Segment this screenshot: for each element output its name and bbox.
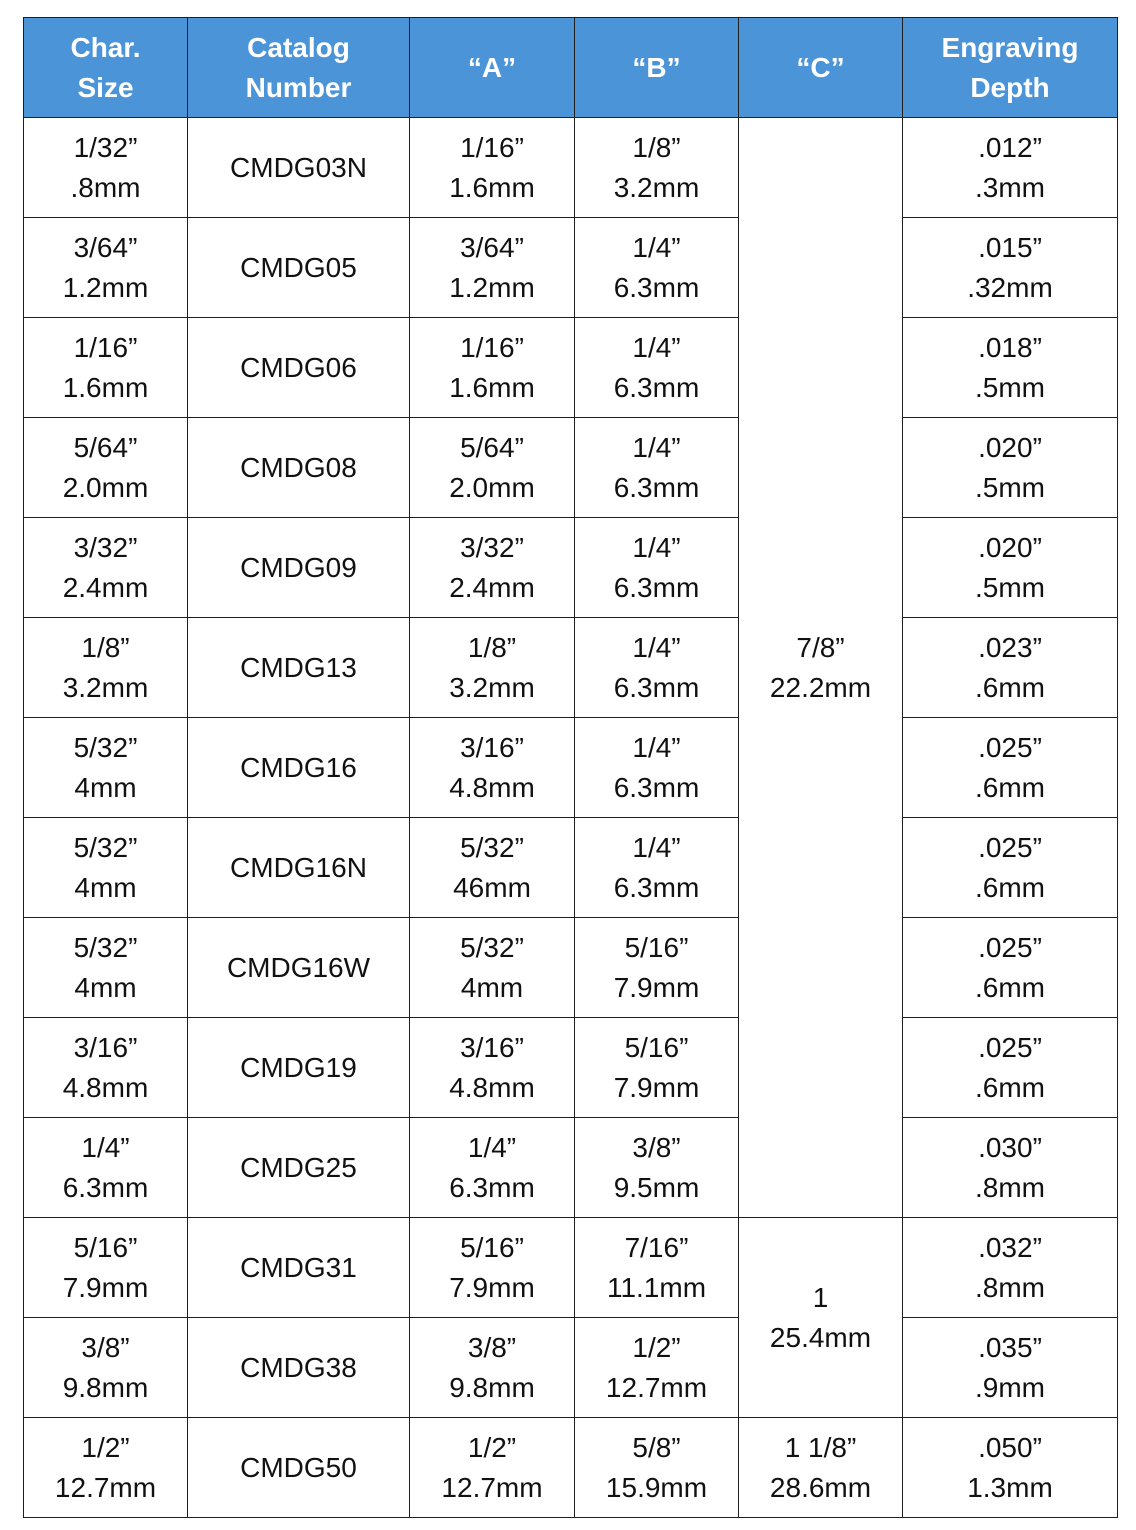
b-cell-line: 9.5mm bbox=[613, 1171, 700, 1203]
char-size-cell bbox=[24, 718, 188, 818]
engraving-depth-cell-line: .023” bbox=[978, 631, 1042, 663]
a-cell bbox=[410, 1018, 575, 1118]
char-size-cell-line: 3/16” bbox=[73, 1031, 138, 1063]
a-cell-line: 1/16” bbox=[460, 331, 524, 363]
header-text: “B” bbox=[632, 51, 681, 83]
a-cell bbox=[410, 718, 575, 818]
b-cell-line: 5/16” bbox=[624, 931, 689, 963]
char-size-cell bbox=[24, 918, 188, 1018]
b-cell bbox=[575, 1318, 739, 1418]
engraving-depth-cell bbox=[903, 118, 1118, 218]
a-cell bbox=[410, 118, 575, 218]
engraving-depth-cell bbox=[903, 818, 1118, 918]
catalog-number: CMDG05 bbox=[240, 251, 357, 283]
catalog-number: CMDG25 bbox=[240, 1151, 357, 1183]
c-cell-line: 7/8” bbox=[796, 631, 845, 663]
table-row bbox=[24, 1318, 1118, 1418]
engraving-depth-cell-line: .050” bbox=[978, 1431, 1042, 1463]
table-row bbox=[24, 418, 1118, 518]
b-cell-line: 1/4” bbox=[632, 331, 681, 363]
a-cell-line: 1.2mm bbox=[449, 271, 535, 303]
catalog-number-cell bbox=[188, 118, 410, 218]
a-cell bbox=[410, 1318, 575, 1418]
char-size-cell-line: 5/32” bbox=[73, 731, 138, 763]
a-cell bbox=[410, 1418, 575, 1518]
char-size-cell-line: 3.2mm bbox=[62, 671, 149, 703]
char-size-cell-line: 2.0mm bbox=[62, 471, 149, 503]
a-cell-line: 1.6mm bbox=[449, 371, 535, 403]
a-cell bbox=[410, 918, 575, 1018]
a-cell-line: 3/16” bbox=[460, 1031, 524, 1063]
engraving-depth-cell bbox=[903, 1218, 1118, 1318]
a-cell-line: 1/2” bbox=[467, 1431, 517, 1463]
b-cell bbox=[575, 518, 739, 618]
b-cell bbox=[575, 318, 739, 418]
a-cell-line: 2.0mm bbox=[449, 471, 535, 503]
engraving-depth-cell-line: .018” bbox=[978, 331, 1042, 363]
char-size-cell-line: 9.8mm bbox=[62, 1371, 149, 1403]
catalog-number: CMDG06 bbox=[240, 351, 357, 383]
char-size-cell-line: 5/64” bbox=[73, 431, 138, 463]
engraving-depth-cell bbox=[903, 1318, 1118, 1418]
b-cell-line: 1/4” bbox=[632, 231, 681, 263]
b-cell-line: 7.9mm bbox=[613, 1071, 700, 1103]
engraving-depth-cell-line: .015” bbox=[978, 231, 1042, 263]
char-size-cell-line: 1/8” bbox=[81, 631, 130, 663]
engraving-depth-cell-line: .025” bbox=[978, 1031, 1042, 1063]
engraving-depth-cell-line: .6mm bbox=[975, 1071, 1045, 1103]
table-row bbox=[24, 1418, 1118, 1518]
b-cell-line: 12.7mm bbox=[605, 1371, 708, 1403]
catalog-number-cell bbox=[188, 818, 410, 918]
a-cell-line: 3/16” bbox=[460, 731, 524, 763]
b-cell-line: 6.3mm bbox=[613, 671, 700, 703]
a-cell-line: 5/32” bbox=[460, 831, 524, 863]
a-cell bbox=[410, 518, 575, 618]
b-cell-line: 6.3mm bbox=[613, 271, 700, 303]
b-cell bbox=[575, 718, 739, 818]
a-cell-line: 5/16” bbox=[460, 1231, 524, 1263]
char-size-cell-line: 1.6mm bbox=[62, 371, 149, 403]
catalog-number: CMDG31 bbox=[240, 1251, 357, 1283]
header-a bbox=[410, 18, 575, 118]
c-cell bbox=[739, 118, 903, 1218]
table-row bbox=[24, 318, 1118, 418]
char-size-cell bbox=[24, 1418, 188, 1518]
char-size-cell-line: 5/16” bbox=[73, 1231, 138, 1263]
b-cell bbox=[575, 118, 739, 218]
char-size-cell bbox=[24, 618, 188, 718]
a-cell-line: 3.2mm bbox=[449, 671, 535, 703]
char-size-cell bbox=[24, 1018, 188, 1118]
a-cell-line: 2.4mm bbox=[449, 571, 535, 603]
engraving-depth-cell bbox=[903, 1018, 1118, 1118]
engraving-depth-cell-line: .020” bbox=[978, 431, 1042, 463]
char-size-cell-line: 5/32” bbox=[73, 931, 138, 963]
table-row bbox=[24, 1018, 1118, 1118]
catalog-number-cell bbox=[188, 718, 410, 818]
engraving-depth-cell-line: .030” bbox=[978, 1131, 1042, 1163]
table-body bbox=[24, 118, 1118, 1518]
engraving-depth-cell bbox=[903, 418, 1118, 518]
char-size-cell-line: 4mm bbox=[74, 971, 137, 1003]
b-cell-line: 15.9mm bbox=[605, 1471, 708, 1503]
c-cell-line: 28.6mm bbox=[769, 1471, 872, 1503]
header-text: Depth bbox=[970, 71, 1050, 103]
table-row bbox=[24, 118, 1118, 218]
a-cell bbox=[410, 818, 575, 918]
a-cell-line: 5/64” bbox=[460, 431, 524, 463]
engraving-depth-cell bbox=[903, 1418, 1118, 1518]
a-cell-line: 1/4” bbox=[467, 1131, 517, 1163]
char-size-cell-line: 4mm bbox=[74, 771, 137, 803]
catalog-number-cell bbox=[188, 418, 410, 518]
b-cell-line: 6.3mm bbox=[613, 571, 700, 603]
engraving-depth-cell bbox=[903, 718, 1118, 818]
char-size-cell-line: 1/4” bbox=[81, 1131, 130, 1163]
c-cell-line: 25.4mm bbox=[769, 1321, 872, 1353]
header-text: “C” bbox=[796, 51, 845, 83]
a-cell-line: 3/8” bbox=[467, 1331, 517, 1363]
engraving-depth-cell-line: .020” bbox=[978, 531, 1042, 563]
c-cell-line: 1 bbox=[812, 1281, 829, 1313]
header-c bbox=[739, 18, 903, 118]
catalog-number: CMDG16 bbox=[240, 751, 357, 783]
char-size-cell-line: 6.3mm bbox=[62, 1171, 149, 1203]
c-cell-line: 1 1/8” bbox=[784, 1431, 857, 1463]
b-cell-line: 7.9mm bbox=[613, 971, 700, 1003]
catalog-number-cell bbox=[188, 318, 410, 418]
catalog-number-cell bbox=[188, 1218, 410, 1318]
header-row bbox=[24, 18, 1118, 118]
engraving-depth-cell-line: .6mm bbox=[975, 671, 1045, 703]
a-cell-line: 4.8mm bbox=[449, 771, 535, 803]
char-size-cell bbox=[24, 1118, 188, 1218]
char-size-cell bbox=[24, 318, 188, 418]
engraving-depth-cell-line: .8mm bbox=[975, 1171, 1045, 1203]
table-row bbox=[24, 518, 1118, 618]
char-size-cell-line: .8mm bbox=[70, 171, 141, 203]
a-cell-line: 7.9mm bbox=[449, 1271, 535, 1303]
header-text: Catalog bbox=[247, 31, 350, 63]
char-size-cell-line: 5/32” bbox=[73, 831, 138, 863]
char-size-cell bbox=[24, 118, 188, 218]
engraving-depth-cell-line: .012” bbox=[978, 131, 1042, 163]
header-engraving-depth bbox=[903, 18, 1118, 118]
engraving-depth-cell-line: .6mm bbox=[975, 971, 1045, 1003]
a-cell bbox=[410, 1118, 575, 1218]
a-cell-line: 4.8mm bbox=[449, 1071, 535, 1103]
b-cell bbox=[575, 618, 739, 718]
a-cell bbox=[410, 1218, 575, 1318]
engraving-depth-cell bbox=[903, 318, 1118, 418]
catalog-number: CMDG08 bbox=[240, 451, 357, 483]
engraving-depth-cell-line: .032” bbox=[978, 1231, 1042, 1263]
b-cell-line: 1/4” bbox=[632, 831, 681, 863]
char-size-cell-line: 1/32” bbox=[73, 131, 138, 163]
catalog-number-cell bbox=[188, 218, 410, 318]
b-cell-line: 3.2mm bbox=[613, 171, 700, 203]
header-char-size bbox=[24, 18, 188, 118]
b-cell-line: 1/4” bbox=[632, 631, 681, 663]
header-catalog-number bbox=[188, 18, 410, 118]
c-cell bbox=[739, 1218, 903, 1418]
engraving-depth-cell-line: 1.3mm bbox=[967, 1471, 1053, 1503]
char-size-cell bbox=[24, 518, 188, 618]
b-cell-line: 1/2” bbox=[632, 1331, 681, 1363]
char-size-cell-line: 4mm bbox=[74, 871, 137, 903]
engraving-depth-cell-line: .5mm bbox=[975, 471, 1045, 503]
b-cell-line: 1/8” bbox=[632, 131, 681, 163]
engraving-depth-cell-line: .035” bbox=[978, 1331, 1042, 1363]
b-cell-line: 1/4” bbox=[632, 431, 681, 463]
header-text: Size bbox=[77, 71, 134, 103]
a-cell bbox=[410, 418, 575, 518]
a-cell-line: 46mm bbox=[453, 871, 531, 903]
engraving-depth-cell-line: .5mm bbox=[975, 371, 1045, 403]
engraving-depth-cell bbox=[903, 618, 1118, 718]
table-row bbox=[24, 218, 1118, 318]
engraving-depth-cell bbox=[903, 218, 1118, 318]
char-size-cell bbox=[24, 818, 188, 918]
catalog-number-cell bbox=[188, 518, 410, 618]
catalog-number-cell bbox=[188, 618, 410, 718]
char-size-cell bbox=[24, 1318, 188, 1418]
engraving-depth-cell bbox=[903, 518, 1118, 618]
b-cell-line: 5/8” bbox=[632, 1431, 681, 1463]
a-cell-line: 9.8mm bbox=[449, 1371, 535, 1403]
catalog-number-cell bbox=[188, 1418, 410, 1518]
char-size-cell-line: 1/16” bbox=[73, 331, 138, 363]
b-cell-line: 6.3mm bbox=[613, 771, 700, 803]
a-cell-line: 1/8” bbox=[467, 631, 517, 663]
char-size-cell bbox=[24, 218, 188, 318]
b-cell bbox=[575, 1418, 739, 1518]
spec-table bbox=[23, 17, 1118, 1518]
engraving-depth-cell-line: .025” bbox=[978, 831, 1042, 863]
b-cell-line: 11.1mm bbox=[606, 1271, 707, 1303]
engraving-depth-cell bbox=[903, 918, 1118, 1018]
a-cell-line: 4mm bbox=[460, 971, 524, 1003]
catalog-number: CMDG50 bbox=[240, 1451, 357, 1483]
char-size-cell-line: 1.2mm bbox=[62, 271, 149, 303]
a-cell-line: 6.3mm bbox=[449, 1171, 535, 1203]
header-text: Number bbox=[245, 71, 352, 103]
c-cell-line: 22.2mm bbox=[769, 671, 872, 703]
engraving-depth-cell-line: .8mm bbox=[975, 1271, 1045, 1303]
b-cell-line: 1/4” bbox=[632, 731, 681, 763]
engraving-depth-cell-line: .6mm bbox=[975, 871, 1045, 903]
b-cell bbox=[575, 918, 739, 1018]
a-cell-line: 3/32” bbox=[460, 531, 524, 563]
header-b bbox=[575, 18, 739, 118]
table-row bbox=[24, 1218, 1118, 1318]
table-row bbox=[24, 1118, 1118, 1218]
catalog-number-cell bbox=[188, 1018, 410, 1118]
b-cell bbox=[575, 418, 739, 518]
b-cell bbox=[575, 1018, 739, 1118]
b-cell-line: 6.3mm bbox=[613, 471, 700, 503]
catalog-number-cell bbox=[188, 918, 410, 1018]
catalog-number-cell bbox=[188, 1318, 410, 1418]
engraving-depth-cell-line: .025” bbox=[978, 931, 1042, 963]
header-text: Char. bbox=[70, 31, 141, 63]
b-cell bbox=[575, 818, 739, 918]
engraving-depth-cell-line: .32mm bbox=[967, 271, 1053, 303]
b-cell bbox=[575, 1118, 739, 1218]
a-cell-line: 3/64” bbox=[460, 231, 524, 263]
a-cell bbox=[410, 618, 575, 718]
catalog-number: CMDG19 bbox=[240, 1051, 357, 1083]
a-cell-line: 5/32” bbox=[460, 931, 524, 963]
engraving-depth-cell-line: .025” bbox=[978, 731, 1042, 763]
catalog-number-cell bbox=[188, 1118, 410, 1218]
a-cell bbox=[410, 218, 575, 318]
b-cell-line: 5/16” bbox=[624, 1031, 689, 1063]
table-row bbox=[24, 718, 1118, 818]
a-cell bbox=[410, 318, 575, 418]
a-cell-line: 1.6mm bbox=[449, 171, 535, 203]
catalog-number: CMDG16N bbox=[230, 851, 367, 883]
engraving-depth-cell-line: .9mm bbox=[975, 1371, 1045, 1403]
catalog-number: CMDG03N bbox=[230, 151, 367, 183]
catalog-number: CMDG38 bbox=[240, 1351, 357, 1383]
b-cell bbox=[575, 218, 739, 318]
engraving-depth-cell bbox=[903, 1118, 1118, 1218]
a-cell-line: 1/16” bbox=[460, 131, 524, 163]
table-row bbox=[24, 818, 1118, 918]
engraving-depth-cell-line: .3mm bbox=[975, 171, 1045, 203]
table-row bbox=[24, 618, 1118, 718]
b-cell-line: 6.3mm bbox=[613, 371, 700, 403]
engraving-depth-cell-line: .5mm bbox=[975, 571, 1045, 603]
b-cell bbox=[575, 1218, 739, 1318]
char-size-cell-line: 1/2” bbox=[81, 1431, 130, 1463]
b-cell-line: 1/4” bbox=[632, 531, 681, 563]
b-cell-line: 3/8” bbox=[632, 1131, 681, 1163]
char-size-cell bbox=[24, 418, 188, 518]
header-text: “A” bbox=[467, 51, 517, 83]
b-cell-line: 6.3mm bbox=[613, 871, 700, 903]
catalog-number: CMDG09 bbox=[240, 551, 357, 583]
b-cell-line: 7/16” bbox=[624, 1231, 689, 1263]
char-size-cell-line: 3/64” bbox=[73, 231, 138, 263]
char-size-cell-line: 7.9mm bbox=[62, 1271, 149, 1303]
catalog-number: CMDG13 bbox=[240, 651, 357, 683]
char-size-cell-line: 3/8” bbox=[81, 1331, 130, 1363]
char-size-cell bbox=[24, 1218, 188, 1318]
c-cell bbox=[739, 1418, 903, 1518]
char-size-cell-line: 2.4mm bbox=[62, 571, 149, 603]
char-size-cell-line: 12.7mm bbox=[54, 1471, 157, 1503]
header-text: Engraving bbox=[941, 31, 1079, 63]
engraving-depth-cell-line: .6mm bbox=[975, 771, 1045, 803]
char-size-cell-line: 3/32” bbox=[73, 531, 138, 563]
catalog-number: CMDG16W bbox=[226, 951, 371, 983]
char-size-cell-line: 4.8mm bbox=[62, 1071, 149, 1103]
a-cell-line: 12.7mm bbox=[441, 1471, 543, 1503]
table-row bbox=[24, 918, 1118, 1018]
